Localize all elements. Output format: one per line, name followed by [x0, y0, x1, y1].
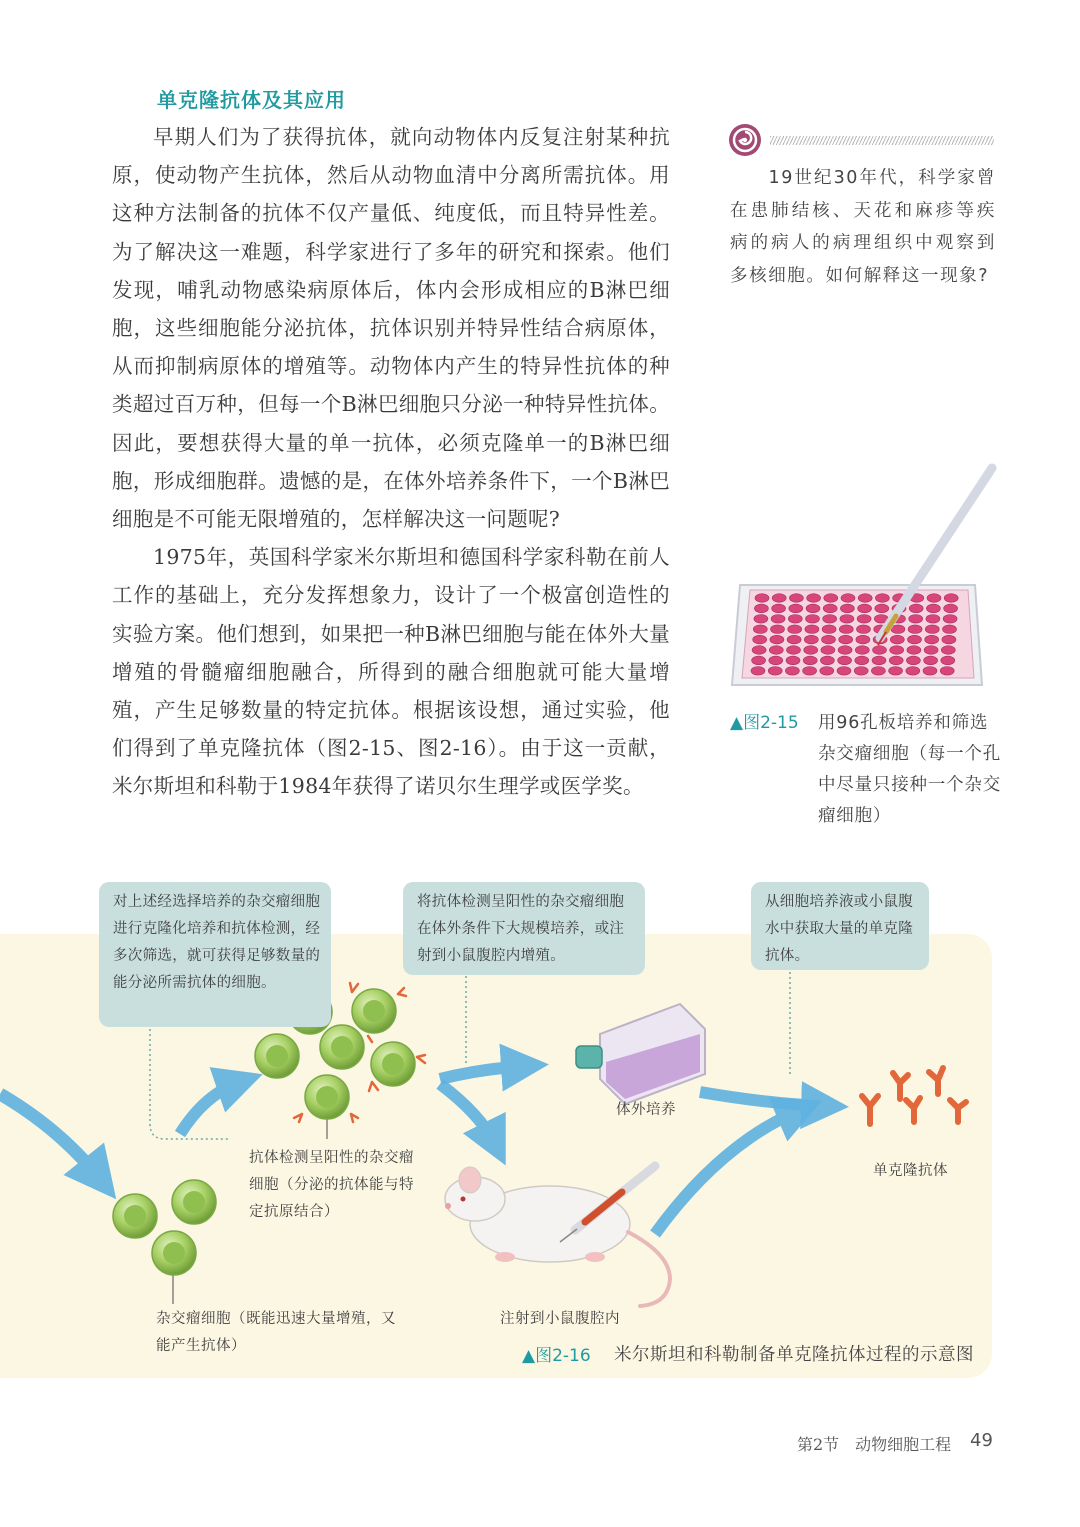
plate-well	[871, 667, 885, 676]
callout-screening: 对上述经选择培养的杂交瘤细胞进行克隆化培养和抗体检测，经多次筛选，就可获得足够数量的能分泌所需抗体的细胞。	[99, 882, 331, 1027]
plate-well	[755, 594, 769, 603]
plate-well	[890, 635, 904, 644]
flow-arrow	[655, 1110, 800, 1234]
plate-well	[838, 656, 852, 665]
plate-well	[908, 635, 922, 644]
callout-harvest-antibody: 从细胞培养液或小鼠腹水中获取大量的单克隆抗体。	[751, 882, 929, 970]
label-in-vitro-culture: 体外培养	[616, 1102, 676, 1118]
flow-arrow	[440, 1084, 495, 1144]
plate-well	[857, 615, 871, 624]
plate-well	[754, 615, 768, 624]
mouse-illustration	[445, 1166, 670, 1306]
figure-2-16-label: ▲图2-16	[522, 1346, 591, 1366]
plate-well	[785, 667, 799, 676]
plate-well	[943, 625, 957, 634]
figure-2-15-label: ▲图2-15	[730, 713, 799, 733]
plate-well	[820, 656, 834, 665]
plate-well	[890, 646, 904, 655]
plate-well	[909, 615, 923, 624]
plate-well	[909, 604, 923, 613]
hybridoma-cells	[113, 1180, 216, 1275]
plate-well	[806, 604, 820, 613]
section-heading: 单克隆抗体及其应用	[157, 88, 346, 112]
plate-well	[752, 646, 766, 655]
plate-well	[926, 615, 940, 624]
well-plate-illustration	[720, 460, 1010, 705]
plate-well	[752, 656, 766, 665]
label-monoclonal-antibody: 单克隆抗体	[873, 1163, 948, 1179]
paragraph-1: 早期人们为了获得抗体，就向动物体内反复注射某种抗原，使动物产生抗体，然后从动物血清中分离所需抗体。用这种方法制备的抗体不仅产量低、纯度低，而且特异性差。为了解决这一难题，科学家进行了多年的研究和探索。他们发现，哺乳动物感染病原体后，体内会形成相应的B淋巴细胞，这些细胞能分泌抗体，抗体识别并特异性结合病原体，从而抑制病原体的增殖等。动物体内产生的特异性抗体的种类超过百万种，但每一个B淋巴细胞只分泌一种特异性抗体。因此，要想获得大量的单一抗体，必须克隆单一的B淋巴细胞，形成细胞群。遗憾的是，在体外培养条件下，一个B淋巴细胞是不可能无限增殖的，怎样解决这一问题呢?	[112, 125, 670, 532]
figure-2-15-caption: 用96孔板培养和筛选杂交瘤细胞（每一个孔中尽量只接种一个杂交瘤细胞）	[818, 713, 1001, 826]
plate-well	[789, 604, 803, 613]
plate-well	[769, 646, 783, 655]
plate-well	[942, 635, 956, 644]
plate-well	[906, 656, 920, 665]
flow-arrow	[440, 1066, 525, 1079]
plate-well	[941, 646, 955, 655]
plate-well	[840, 604, 854, 613]
plate-well	[944, 604, 958, 613]
plate-well	[923, 667, 937, 676]
plate-well	[854, 667, 868, 676]
plate-well	[804, 635, 818, 644]
plate-well	[940, 667, 954, 676]
plate-well	[855, 646, 869, 655]
body-text	[112, 118, 670, 806]
callout-large-scale-culture: 将抗体检测呈阳性的杂交瘤细胞在体外条件下大规模培养，或注射到小鼠腹腔内增殖。	[403, 882, 645, 975]
plate-well	[751, 667, 765, 676]
plate-well	[857, 625, 871, 634]
plate-well	[822, 625, 836, 634]
plate-well	[858, 594, 872, 603]
plate-well	[924, 646, 938, 655]
plate-well	[787, 635, 801, 644]
plate-well	[926, 604, 940, 613]
plate-well	[889, 656, 903, 665]
plate-well	[839, 625, 853, 634]
plate-well	[941, 656, 955, 665]
plate-well	[875, 604, 889, 613]
plate-well	[804, 646, 818, 655]
think-divider	[770, 136, 994, 145]
plate-well	[820, 667, 834, 676]
plate-well	[824, 594, 838, 603]
plate-well	[803, 656, 817, 665]
flow-arrow	[180, 1082, 240, 1134]
figure-2-16-caption: 米尔斯坦和科勒制备单克隆抗体过程的示意图	[614, 1345, 974, 1365]
plate-well	[788, 625, 802, 634]
plate-well	[839, 635, 853, 644]
plate-well	[753, 635, 767, 644]
plate-well	[821, 646, 835, 655]
plate-well	[805, 625, 819, 634]
plate-well	[806, 615, 820, 624]
plate-well	[925, 635, 939, 644]
plate-well	[856, 635, 870, 644]
plate-well	[754, 604, 768, 613]
plate-well	[907, 646, 921, 655]
plate-well	[872, 656, 886, 665]
plate-well	[925, 625, 939, 634]
label-mouse-injection: 注射到小鼠腹腔内	[500, 1311, 620, 1327]
plate-well	[823, 604, 837, 613]
plate-well	[875, 594, 889, 603]
plate-well	[838, 646, 852, 655]
paragraph-2: 1975年，英国科学家米尔斯坦和德国科学家科勒在前人工作的基础上，充分发挥想象力，设计了一个极富创造性的实验方案。他们想到，如果把一种B淋巴细胞与能在体外大量增殖的骨髓瘤细胞融合，所得到的融合细胞就可能大量增殖，产生足够数量的特定抗体。根据该设想，通过实验，他们得到了单克隆抗体（图2-15、图2-16）。由于这一贡献，米尔斯坦和科勒于1984年获得了诺贝尔生理学或医学奖。	[112, 545, 670, 799]
plate-well	[841, 594, 855, 603]
plate-well	[823, 615, 837, 624]
plate-well	[787, 646, 801, 655]
plate-well	[803, 667, 817, 676]
plate-well	[807, 594, 821, 603]
culture-flask-illustration	[576, 1004, 705, 1104]
plate-well	[769, 656, 783, 665]
plate-well	[943, 615, 957, 624]
think-box-text: 19世纪30年代，科学家曾在患肺结核、天花和麻疹等疾病的病人的病理组织中观察到多核细胞。如何解释这一现象?	[730, 168, 996, 286]
plate-well	[906, 667, 920, 676]
plate-well	[786, 656, 800, 665]
plate-well	[837, 667, 851, 676]
plate-well	[772, 604, 786, 613]
plate-well	[789, 594, 803, 603]
plate-well	[889, 667, 903, 676]
plate-well	[855, 656, 869, 665]
monoclonal-antibodies	[862, 1068, 966, 1124]
plate-well	[770, 635, 784, 644]
plate-well	[908, 625, 922, 634]
label-hybridoma-cells: 杂交瘤细胞（既能迅速大量增殖，又能产生抗体）	[156, 1311, 396, 1354]
flow-arrow	[0, 1094, 100, 1179]
plate-well	[753, 625, 767, 634]
plate-well	[771, 625, 785, 634]
plate-well	[768, 667, 782, 676]
plate-well	[924, 656, 938, 665]
plate-well	[788, 615, 802, 624]
plate-well	[927, 594, 941, 603]
plate-well	[944, 594, 958, 603]
plate-well	[873, 646, 887, 655]
plate-well	[840, 615, 854, 624]
flow-arrow	[700, 1092, 825, 1106]
label-positive-cells: 抗体检测呈阳性的杂交瘤细胞（分泌的抗体能与特定抗原结合）	[249, 1150, 414, 1220]
plate-well	[822, 635, 836, 644]
plate-well	[771, 615, 785, 624]
plate-well	[772, 594, 786, 603]
footer-section-title: 第2节 动物细胞工程	[797, 1435, 952, 1454]
think-icon	[727, 122, 763, 158]
page-number: 49	[970, 1430, 993, 1451]
plate-well	[858, 604, 872, 613]
